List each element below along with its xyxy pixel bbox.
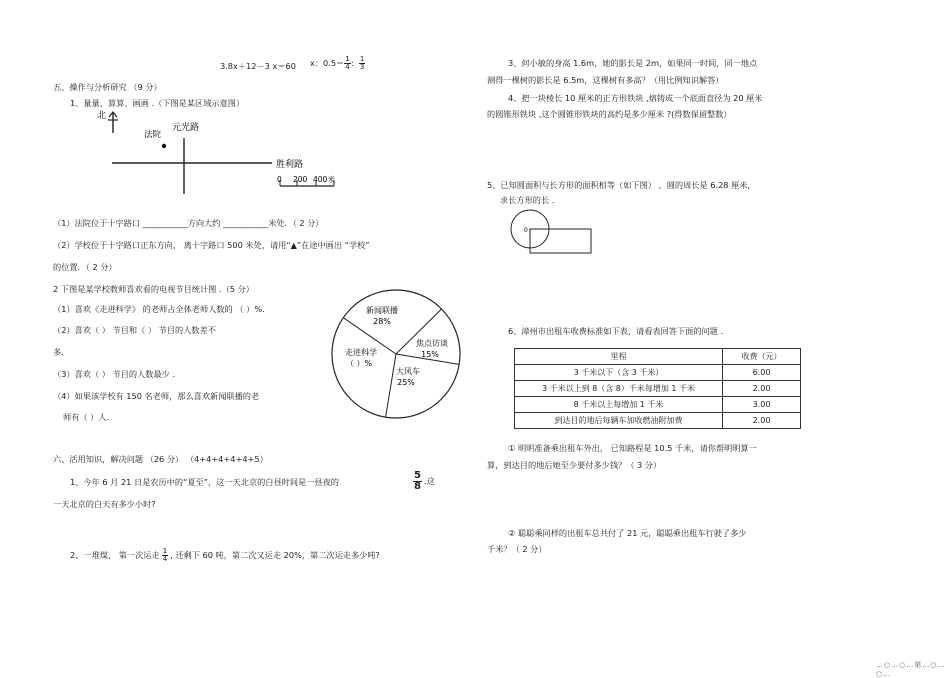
slice-value-jiaodian: 15% (421, 350, 439, 359)
table-header-row (515, 349, 801, 365)
table-row (515, 381, 801, 397)
q6-2b: 千米？（ 2 分） (487, 544, 547, 554)
table-cell: 8 千米以上每增加 1 千米 (515, 397, 723, 413)
slice-value-xinwen: 28% (373, 317, 391, 326)
s6-q1-fraction: $\frac{5}{8}$ .这 (414, 470, 435, 492)
taxi-fare-table (514, 348, 801, 429)
s5-q2-2b: 多. (53, 347, 64, 357)
eq2-fraction-1: $\frac{1}{4}$ (345, 55, 350, 71)
s5-q1-1: （1）法院位于十字路口 ___________方向大约 ___________米处．（ 2 分） (53, 218, 324, 228)
equation-2 (310, 56, 365, 71)
table-row (515, 413, 801, 429)
s5-q2-1: （1）喜欢《走进科学》 的老师占全体老师人数的 （ ）%. (53, 304, 265, 314)
s5-q1-2b: 的位置．（ 2 分） (53, 262, 117, 272)
section-6-title: 六、活用知识，解决问题 （26 分） （4+4+4+4+4+5） (53, 454, 268, 464)
equation-1: 3.8x＋12－3 x＝60 (220, 61, 296, 71)
q5a: 5、已知圆面积与长方形的面积相等（如下图） ，圆的周长是 6.28 厘米, (487, 180, 751, 190)
section-5-title: 五、操作与分析研究 （9 分） (53, 82, 162, 92)
eq2-colon: ： (350, 58, 359, 68)
q6: 6、漳州市出租车收费标准如下表，请看表回答下面的问题 . (508, 326, 724, 336)
slice-value-dafengche: 25% (397, 378, 415, 387)
court-dot (162, 144, 166, 148)
scale-400: 400米 (313, 175, 335, 184)
scale-200: 200 (293, 175, 308, 184)
s5-q2-3: （3）喜欢（ ） 节目的人数最少 . (53, 369, 176, 379)
table-row (515, 397, 801, 413)
slice-label-jiaodian: 焦点访谈 (416, 339, 448, 348)
q4b: 的圆锥形铁块 ,这个圆锥形铁块的高约是多少厘米 ?(得数保留整数） (487, 109, 732, 119)
scale-0: 0 (277, 175, 282, 184)
s6-q1b: 一天北京的白天有多少小时? (53, 499, 156, 509)
slice-label-xinwen: 新闻联播 (366, 306, 398, 315)
pie-slice-boundary-3 (386, 354, 396, 417)
s5-q1: 1、量量、算算、画画 .（下图是某区域示意图） (70, 98, 245, 108)
table-header: 收费（元） (723, 349, 801, 365)
court-label: 法院 (144, 130, 162, 140)
s5-q2: 2 下图是某学校教师喜欢看的电视节目统计图 .（5 分） (53, 284, 254, 294)
page-footer: …○…○…第…○…○… (876, 661, 946, 678)
table-cell: 6.00 (723, 365, 801, 381)
s6-q2-fraction: $\frac{1}{4}$ (162, 547, 168, 563)
eq2-fraction-2: $\frac{1}{3}$ (359, 55, 365, 71)
slice-value-zoujin: （ ）% (345, 359, 373, 368)
figure-center-label: 0 (524, 227, 528, 234)
eq2-prefix: x：0.5＝ (310, 58, 345, 68)
yuanguang-road-label: 元光路 (172, 123, 200, 133)
north-arrow-icon (108, 112, 118, 133)
s6-q2: 2、一堆煤， 第一次运走 $\frac{1}{4}$ , 还剩下 60 吨，第二次又运走 20%，第二次运走多少吨? (70, 547, 380, 563)
table-cell: 3 千米以下（含 3 千米） (515, 365, 723, 381)
area-map (94, 108, 354, 200)
circle-rectangle-figure (508, 208, 598, 256)
s6-q1a: 1、今年 6 月 21 日是农历中的“夏至”，这一天北京的白昼时间是一昼夜的 (70, 477, 339, 487)
table-header: 里程 (515, 349, 723, 365)
q5b: 求长方形的长 . (500, 195, 555, 205)
s5-q2-4b: 师有（ ）人. (63, 412, 110, 422)
q6-1b: 算，到达目的地后她至少要付多少钱？（ 3 分） (487, 460, 662, 470)
tv-program-pie-chart (326, 284, 466, 424)
s5-q2-2a: （2）喜欢（ ） 节目和（ ） 节目的人数差不 (53, 325, 216, 335)
s5-q1-2a: （2）学校位于十字路口正东方向， 离十字路口 500 米处，请用“▲”在途中画出 “学校” (53, 240, 370, 250)
slice-label-zoujin: 走进科学 (345, 348, 377, 357)
slice-label-dafengche: 大风车 (396, 367, 420, 376)
figure-rectangle (530, 229, 591, 253)
table-cell: 2.00 (723, 381, 801, 397)
table-cell: 3 千米以上到 8（含 8）千米每增加 1 千米 (515, 381, 723, 397)
s5-q2-4a: （4）如果该学校有 150 名老师，那么喜欢新闻联播的老 (53, 391, 260, 401)
shengli-road-label: 胜利路 (276, 160, 304, 170)
table-row (515, 365, 801, 381)
q3b: 测得一棵树的影长是 6.5m，这棵树有多高？（用比例知识解答） (487, 75, 724, 85)
q6-2a: ② 聪聪乘同样的出租车总共付了 21 元，聪聪乘出租车行驶了多少 (508, 528, 747, 538)
table-cell: 2.00 (723, 413, 801, 429)
q4a: 4、把一块棱长 10 厘米的正方形铁块 ,熔铸成一个底面直径为 20 厘米 (508, 93, 763, 103)
s6-q1-tail: .这 (423, 476, 435, 486)
q3a: 3、何小敏的身高 1.6m，她的影长是 2m，如果同一时间，同一地点 (508, 58, 758, 68)
q6-1a: ① 明明准备乘出租车外出， 已知路程是 10.5 千米，请你帮明明算一 (508, 443, 757, 453)
table-cell: 到达目的地后每辆车加收燃油附加费 (515, 413, 723, 429)
table-cell: 3.00 (723, 397, 801, 413)
north-label: 北 (97, 111, 107, 121)
